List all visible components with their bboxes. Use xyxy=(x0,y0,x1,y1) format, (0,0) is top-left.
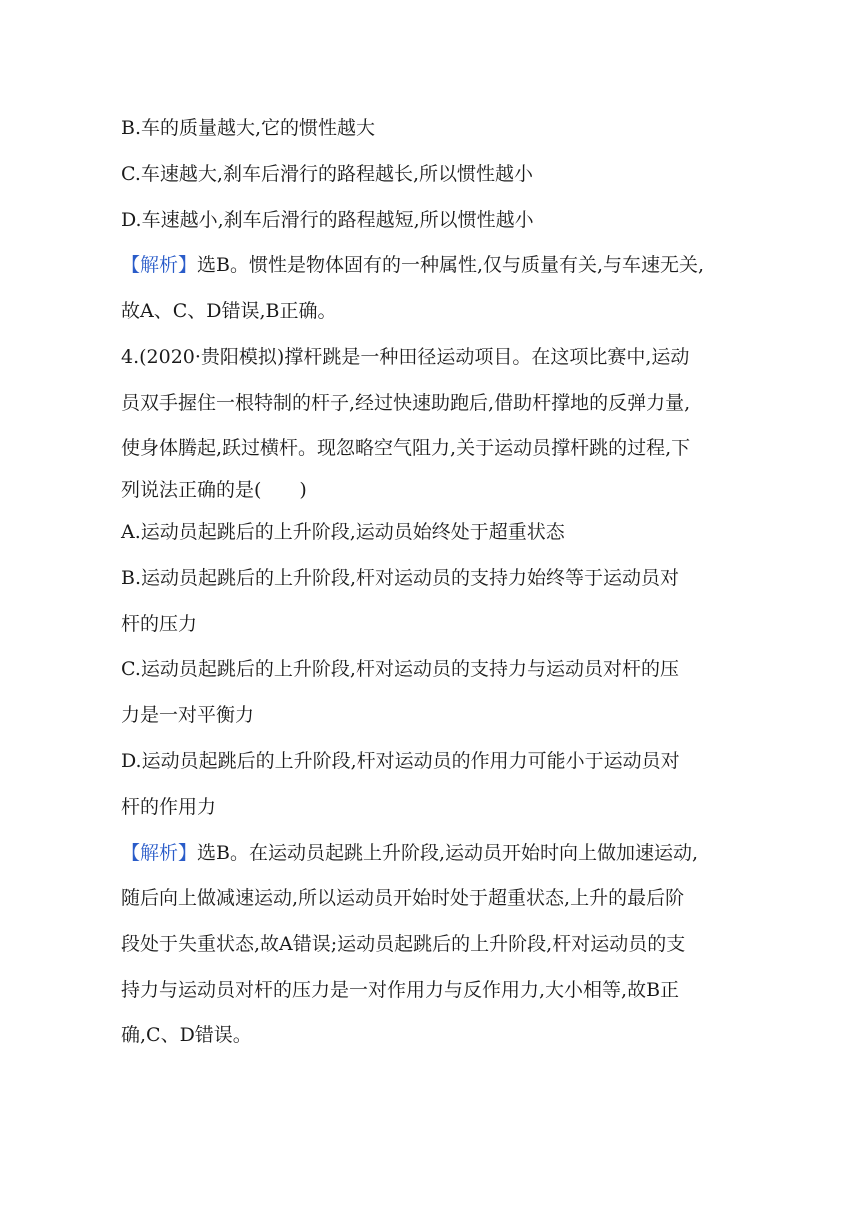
question-line: 使身体腾起,跃过横杆。现忽略空气阻力,关于运动员撑杆跳的过程,下 xyxy=(121,437,691,459)
analysis-line: 【解析】选B。惯性是物体固有的一种属性,仅与质量有关,与车速无关, xyxy=(121,254,705,276)
option-c-line: C.车速越大,刹车后滑行的路程越长,所以惯性越小 xyxy=(121,163,533,185)
option-c-line: C.运动员起跳后的上升阶段,杆对运动员的支持力与运动员对杆的压 xyxy=(121,658,679,680)
option-c-cont-line: 力是一对平衡力 xyxy=(121,704,255,726)
text-line: 确,C、D错误。 xyxy=(121,1024,252,1046)
analysis-tag: 【解析】 xyxy=(121,842,198,864)
option-d-cont-line: 杆的作用力 xyxy=(121,796,217,818)
option-b-cont-line: 杆的压力 xyxy=(121,613,198,635)
option-b-line: B.运动员起跳后的上升阶段,杆对运动员的支持力始终等于运动员对 xyxy=(121,567,680,589)
option-d-line: D.运动员起跳后的上升阶段,杆对运动员的作用力可能小于运动员对 xyxy=(121,750,680,772)
analysis-line: 【解析】选B。在运动员起跳上升阶段,运动员开始时向上做加速运动, xyxy=(121,842,699,864)
option-b-line: B.车的质量越大,它的惯性越大 xyxy=(121,117,376,139)
text-line: 故A、C、D错误,B正确。 xyxy=(121,300,337,322)
question-line: 列说法正确的是( ) xyxy=(121,479,307,501)
option-a-line: A.运动员起跳后的上升阶段,运动员始终处于超重状态 xyxy=(121,521,565,543)
question-line: 员双手握住一根特制的杆子,经过快速助跑后,借助杆撑地的反弹力量, xyxy=(121,392,691,414)
text-line: 段处于失重状态,故A错误;运动员起跳后的上升阶段,杆对运动员的支 xyxy=(121,933,686,955)
question-line: 4.(2020·贵阳模拟)撑杆跳是一种田径运动项目。在这项比赛中,运动 xyxy=(121,346,690,368)
text-line: 随后向上做减速运动,所以运动员开始时处于超重状态,上升的最后阶 xyxy=(121,887,685,909)
analysis-tag: 【解析】 xyxy=(121,254,198,276)
text-line: 持力与运动员对杆的压力是一对作用力与反作用力,大小相等,故B正 xyxy=(121,979,680,1001)
option-d-line: D.车速越小,刹车后滑行的路程越短,所以惯性越小 xyxy=(121,209,534,231)
